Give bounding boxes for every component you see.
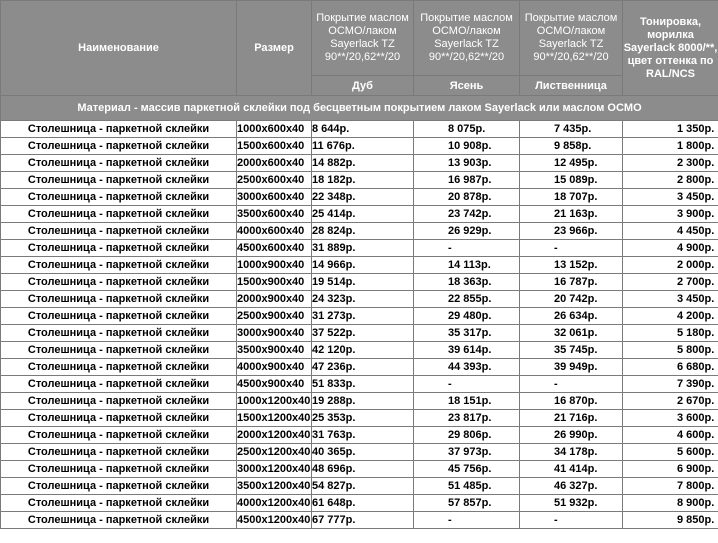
oak-price-cell: 31 889р.	[312, 240, 414, 257]
larch-price-cell: 35 745р.	[520, 342, 623, 359]
subheader-ash: Ясень	[414, 76, 520, 96]
table-row	[1, 478, 718, 495]
size-cell: 3500x1200x40	[237, 478, 312, 495]
oak-price-cell: 22 348р.	[312, 189, 414, 206]
oak-price-cell: 31 273р.	[312, 308, 414, 325]
table-row	[1, 495, 718, 512]
product-name-cell: Столешница - паркетной склейки	[1, 410, 237, 427]
tint-price-cell: 8 900р.	[623, 495, 718, 512]
table-row	[1, 461, 718, 478]
oak-price-cell: 19 514р.	[312, 274, 414, 291]
size-cell: 4000x600x40	[237, 223, 312, 240]
size-cell: 2500x900x40	[237, 308, 312, 325]
product-name-cell: Столешница - паркетной склейки	[1, 172, 237, 189]
ash-price-cell: 23 817р.	[414, 410, 520, 427]
header-size: Размер	[237, 1, 312, 96]
table-row	[1, 155, 718, 172]
material-row: Материал - массив паркетной склейки под бесцветным покрытием лаком Sayerlack или маслом OCMO	[1, 96, 718, 121]
larch-price-cell: 26 634р.	[520, 308, 623, 325]
tint-price-cell: 3 900р.	[623, 206, 718, 223]
oak-price-cell: 24 323р.	[312, 291, 414, 308]
size-cell: 3500x900x40	[237, 342, 312, 359]
tint-price-cell: 7 390р.	[623, 376, 718, 393]
oak-price-cell: 18 182р.	[312, 172, 414, 189]
ash-price-cell: 16 987р.	[414, 172, 520, 189]
larch-price-cell: 15 089р.	[520, 172, 623, 189]
ash-price-cell: 20 878р.	[414, 189, 520, 206]
table-row	[1, 427, 718, 444]
tint-price-cell: 3 450р.	[623, 291, 718, 308]
product-name-cell: Столешница - паркетной склейки	[1, 138, 237, 155]
oak-price-cell: 67 777р.	[312, 512, 414, 529]
ash-price-cell: -	[414, 376, 520, 393]
size-cell: 1000x1200x40	[237, 393, 312, 410]
larch-price-cell: 21 163р.	[520, 206, 623, 223]
larch-price-cell: 13 152р.	[520, 257, 623, 274]
product-name-cell: Столешница - паркетной склейки	[1, 342, 237, 359]
larch-price-cell: -	[520, 376, 623, 393]
oak-price-cell: 42 120р.	[312, 342, 414, 359]
oak-price-cell: 11 676р.	[312, 138, 414, 155]
larch-price-cell: 7 435р.	[520, 121, 623, 138]
larch-price-cell: 23 966р.	[520, 223, 623, 240]
size-cell: 2000x1200x40	[237, 427, 312, 444]
size-cell: 3500x600x40	[237, 206, 312, 223]
tint-price-cell: 4 900р.	[623, 240, 718, 257]
oak-price-cell: 37 522р.	[312, 325, 414, 342]
product-name-cell: Столешница - паркетной склейки	[1, 308, 237, 325]
table-row	[1, 376, 718, 393]
larch-price-cell: 18 707р.	[520, 189, 623, 206]
tint-price-cell: 2 300р.	[623, 155, 718, 172]
header-tint: Тонировка, морилка Sayerlack 8000/**, цвет оттенка по RAL/NCS	[623, 1, 718, 96]
product-name-cell: Столешница - паркетной склейки	[1, 376, 237, 393]
size-cell: 2500x1200x40	[237, 444, 312, 461]
size-cell: 1500x600x40	[237, 138, 312, 155]
ash-price-cell: 44 393р.	[414, 359, 520, 376]
larch-price-cell: 39 949р.	[520, 359, 623, 376]
size-cell: 1000x900x40	[237, 257, 312, 274]
ash-price-cell: 39 614р.	[414, 342, 520, 359]
size-cell: 2500x600x40	[237, 172, 312, 189]
product-name-cell: Столешница - паркетной склейки	[1, 325, 237, 342]
product-name-cell: Столешница - паркетной склейки	[1, 512, 237, 529]
oak-price-cell: 61 648р.	[312, 495, 414, 512]
tint-price-cell: 2 000р.	[623, 257, 718, 274]
tint-price-cell: 5 180р.	[623, 325, 718, 342]
size-cell: 3000x600x40	[237, 189, 312, 206]
size-cell: 1500x1200x40	[237, 410, 312, 427]
product-name-cell: Столешница - паркетной склейки	[1, 291, 237, 308]
size-cell: 4500x1200x40	[237, 512, 312, 529]
product-name-cell: Столешница - паркетной склейки	[1, 478, 237, 495]
size-cell: 4000x1200x40	[237, 495, 312, 512]
tint-price-cell: 6 680р.	[623, 359, 718, 376]
ash-price-cell: 29 480р.	[414, 308, 520, 325]
ash-price-cell: 22 855р.	[414, 291, 520, 308]
size-cell: 3000x1200x40	[237, 461, 312, 478]
tint-price-cell: 3 600р.	[623, 410, 718, 427]
tint-price-cell: 4 450р.	[623, 223, 718, 240]
tint-price-cell: 2 700р.	[623, 274, 718, 291]
larch-price-cell: 21 716р.	[520, 410, 623, 427]
ash-price-cell: 14 113р.	[414, 257, 520, 274]
product-name-cell: Столешница - паркетной склейки	[1, 393, 237, 410]
table-row	[1, 223, 718, 240]
product-name-cell: Столешница - паркетной склейки	[1, 274, 237, 291]
header-name: Наименование	[1, 1, 237, 96]
tint-price-cell: 6 900р.	[623, 461, 718, 478]
larch-price-cell: 32 061р.	[520, 325, 623, 342]
tint-price-cell: 1 800р.	[623, 138, 718, 155]
ash-price-cell: -	[414, 512, 520, 529]
ash-price-cell: 57 857р.	[414, 495, 520, 512]
larch-price-cell: 26 990р.	[520, 427, 623, 444]
larch-price-cell: -	[520, 240, 623, 257]
ash-price-cell: 10 908р.	[414, 138, 520, 155]
tint-price-cell: 2 670р.	[623, 393, 718, 410]
larch-price-cell: 20 742р.	[520, 291, 623, 308]
ash-price-cell: 13 903р.	[414, 155, 520, 172]
header-oak-coating: Покрытие маслом OCMO/лаком Sayerlack TZ 90**/20,62**/20	[312, 1, 414, 76]
table-row	[1, 308, 718, 325]
size-cell: 4000x900x40	[237, 359, 312, 376]
tint-price-cell: 3 450р.	[623, 189, 718, 206]
table-row	[1, 410, 718, 427]
size-cell: 4500x900x40	[237, 376, 312, 393]
size-cell: 3000x900x40	[237, 325, 312, 342]
size-cell: 1000x600x40	[237, 121, 312, 138]
product-name-cell: Столешница - паркетной склейки	[1, 155, 237, 172]
ash-price-cell: 45 756р.	[414, 461, 520, 478]
table-row	[1, 444, 718, 461]
product-name-cell: Столешница - паркетной склейки	[1, 444, 237, 461]
header-ash-coating: Покрытие маслом OCMO/лаком Sayerlack TZ 90**/20,62**/20	[414, 1, 520, 76]
larch-price-cell: 16 787р.	[520, 274, 623, 291]
oak-price-cell: 48 696р.	[312, 461, 414, 478]
oak-price-cell: 25 414р.	[312, 206, 414, 223]
tint-price-cell: 4 600р.	[623, 427, 718, 444]
ash-price-cell: 18 363р.	[414, 274, 520, 291]
subheader-oak: Дуб	[312, 76, 414, 96]
larch-price-cell: 34 178р.	[520, 444, 623, 461]
product-name-cell: Столешница - паркетной склейки	[1, 223, 237, 240]
table-row	[1, 291, 718, 308]
size-cell: 2000x600x40	[237, 155, 312, 172]
subheader-larch: Лиственница	[520, 76, 623, 96]
ash-price-cell: 8 075р.	[414, 121, 520, 138]
size-cell: 1500x900x40	[237, 274, 312, 291]
ash-price-cell: 37 973р.	[414, 444, 520, 461]
tint-price-cell: 7 800р.	[623, 478, 718, 495]
table-row	[1, 240, 718, 257]
product-name-cell: Столешница - паркетной склейки	[1, 240, 237, 257]
table-row	[1, 257, 718, 274]
product-name-cell: Столешница - паркетной склейки	[1, 206, 237, 223]
ash-price-cell: 35 317р.	[414, 325, 520, 342]
tint-price-cell: 1 350р.	[623, 121, 718, 138]
oak-price-cell: 14 882р.	[312, 155, 414, 172]
ash-price-cell: 26 929р.	[414, 223, 520, 240]
product-name-cell: Столешница - паркетной склейки	[1, 257, 237, 274]
oak-price-cell: 31 763р.	[312, 427, 414, 444]
table-row	[1, 172, 718, 189]
ash-price-cell: 18 151р.	[414, 393, 520, 410]
ash-price-cell: -	[414, 240, 520, 257]
oak-price-cell: 25 353р.	[312, 410, 414, 427]
larch-price-cell: 12 495р.	[520, 155, 623, 172]
tint-price-cell: 9 850р.	[623, 512, 718, 529]
oak-price-cell: 19 288р.	[312, 393, 414, 410]
oak-price-cell: 47 236р.	[312, 359, 414, 376]
size-cell: 2000x900x40	[237, 291, 312, 308]
tint-price-cell: 5 800р.	[623, 342, 718, 359]
product-name-cell: Столешница - паркетной склейки	[1, 121, 237, 138]
table-row	[1, 325, 718, 342]
oak-price-cell: 8 644р.	[312, 121, 414, 138]
larch-price-cell: 16 870р.	[520, 393, 623, 410]
tint-price-cell: 2 800р.	[623, 172, 718, 189]
product-name-cell: Столешница - паркетной склейки	[1, 461, 237, 478]
oak-price-cell: 14 966р.	[312, 257, 414, 274]
ash-price-cell: 23 742р.	[414, 206, 520, 223]
larch-price-cell: 9 858р.	[520, 138, 623, 155]
larch-price-cell: 46 327р.	[520, 478, 623, 495]
size-cell: 4500x600x40	[237, 240, 312, 257]
oak-price-cell: 51 833р.	[312, 376, 414, 393]
product-name-cell: Столешница - паркетной склейки	[1, 359, 237, 376]
larch-price-cell: 51 932р.	[520, 495, 623, 512]
header-larch-coating: Покрытие маслом OCMO/лаком Sayerlack TZ 90**/20,62**/20	[520, 1, 623, 76]
table-row	[1, 342, 718, 359]
table-row	[1, 121, 718, 138]
larch-price-cell: 41 414р.	[520, 461, 623, 478]
table-row	[1, 274, 718, 291]
oak-price-cell: 54 827р.	[312, 478, 414, 495]
oak-price-cell: 28 824р.	[312, 223, 414, 240]
table-row	[1, 138, 718, 155]
ash-price-cell: 29 806р.	[414, 427, 520, 444]
product-name-cell: Столешница - паркетной склейки	[1, 189, 237, 206]
tint-price-cell: 4 200р.	[623, 308, 718, 325]
table-row	[1, 206, 718, 223]
table-row	[1, 393, 718, 410]
table-row	[1, 359, 718, 376]
tint-price-cell: 5 600р.	[623, 444, 718, 461]
larch-price-cell: -	[520, 512, 623, 529]
table-body	[1, 121, 718, 529]
table-row	[1, 189, 718, 206]
product-name-cell: Столешница - паркетной склейки	[1, 495, 237, 512]
oak-price-cell: 40 365р.	[312, 444, 414, 461]
table-row	[1, 512, 718, 529]
ash-price-cell: 51 485р.	[414, 478, 520, 495]
product-name-cell: Столешница - паркетной склейки	[1, 427, 237, 444]
